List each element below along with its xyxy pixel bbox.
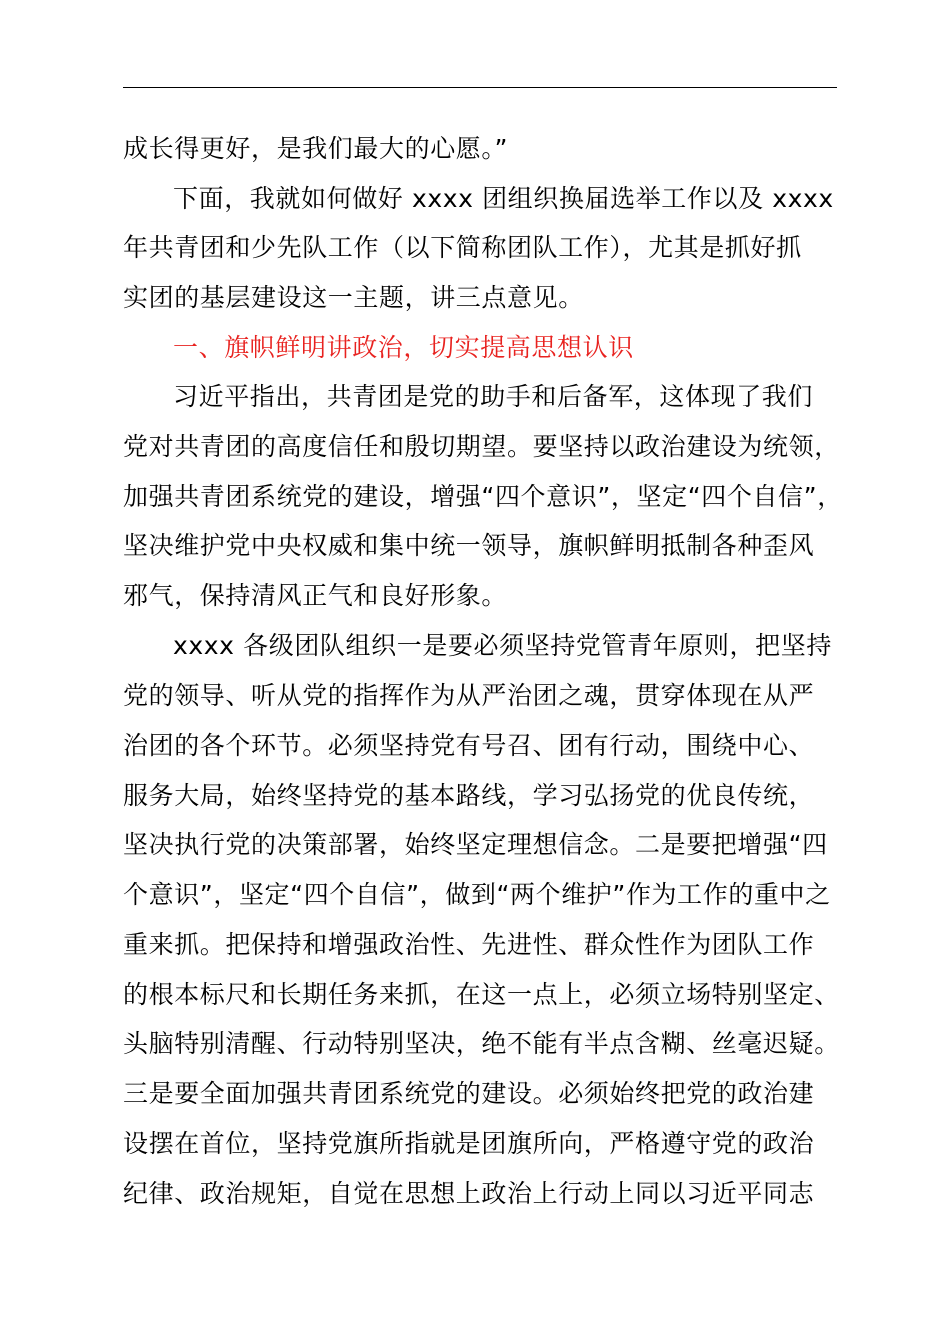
text-line: 服务大局，始终坚持党的基本路线，学习弘扬党的优良传统， — [123, 781, 815, 810]
text-line: 的根本标尺和长期任务来抓，在这一点上，必须立场特别坚定、 — [123, 980, 840, 1009]
text-line: 坚决执行党的决策部署，始终坚定理想信念。二是要把增强“四 — [123, 830, 828, 859]
text-line: xxxx 各级团队组织一是要必须坚持党管青年原则，把坚持 — [173, 631, 832, 660]
text-line: 治团的各个环节。必须坚持党有号召、团有行动，围绕中心、 — [123, 731, 815, 760]
text-line: 设摆在首位，坚持党旗所指就是团旗所向，严格遵守党的政治 — [123, 1129, 815, 1158]
text-line: 年共青团和少先队工作（以下简称团队工作），尤其是抓好抓 — [123, 233, 802, 262]
text-line: 成长得更好，是我们最大的心愿。” — [123, 134, 509, 163]
text-line: 三是要全面加强共青团系统党的建设。必须始终把党的政治建 — [123, 1079, 815, 1108]
text-line: 加强共青团系统党的建设，增强“四个意识”，坚定“四个自信”， — [123, 482, 843, 511]
header-rule — [123, 87, 837, 88]
text-line: 习近平指出，共青团是党的助手和后备军，这体现了我们 — [173, 382, 814, 411]
section-heading: 一、旗帜鲜明讲政治，切实提高思想认识 — [173, 333, 634, 362]
text-line: 邪气，保持清风正气和良好形象。 — [123, 581, 508, 610]
text-line: 坚决维护党中央权威和集中统一领导，旗帜鲜明抵制各种歪风 — [123, 531, 815, 560]
text-line: 实团的基层建设这一主题，讲三点意见。 — [123, 283, 584, 312]
text-line: 下面，我就如何做好 xxxx 团组织换届选举工作以及 xxxx — [173, 184, 834, 213]
text-line: 重来抓。把保持和增强政治性、先进性、群众性作为团队工作 — [123, 930, 815, 959]
text-line: 纪律、政治规矩，自觉在思想上政治上行动上同以习近平同志 — [123, 1179, 815, 1208]
text-line: 党对共青团的高度信任和殷切期望。要坚持以政治建设为统领， — [123, 432, 840, 461]
text-line: 个意识”，坚定“四个自信”，做到“两个维护”作为工作的重中之 — [123, 880, 831, 909]
text-line: 党的领导、听从党的指挥作为从严治团之魂，贯穿体现在从严 — [123, 681, 815, 710]
text-line: 头脑特别清醒、行动特别坚决，绝不能有半点含糊、丝毫迟疑。 — [123, 1029, 840, 1058]
